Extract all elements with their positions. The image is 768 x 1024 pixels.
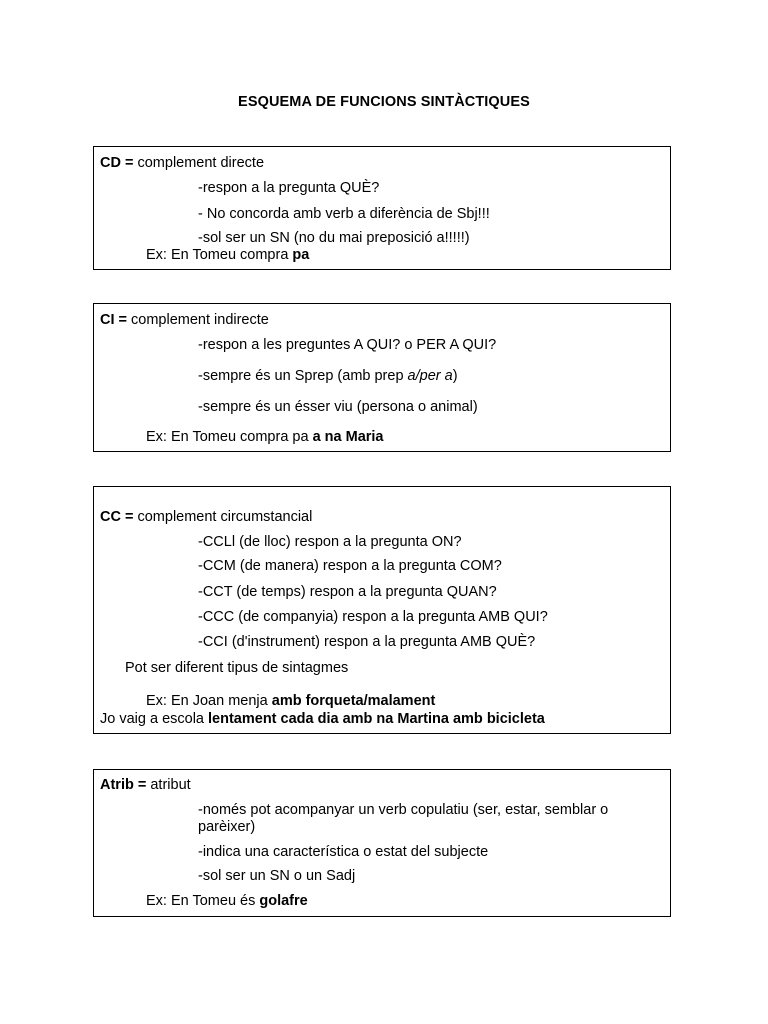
ci-example [146,428,384,446]
ci-example-bold: a na Maria [312,429,384,445]
cd-point-3: -sol ser un SN (no du mai preposició a!!!!!) [198,230,470,246]
cc-point-5: -CCI (d'instrument) respon a la pregunta AMB QUÈ? [198,634,536,650]
cd-abbr: CD = [100,155,134,171]
cd-box [93,146,671,270]
cc-point-4: -CCC (de companyia) respon a la pregunta AMB QUI? [198,609,548,625]
ci-point-2-italic: a/per a [407,368,453,384]
cc-example-bold: amb forqueta/malament [271,693,436,709]
atrib-point-2: -indica una característica o estat del subjecte [198,844,489,860]
cc-example-2-bold: lentament cada dia amb na Martina amb bicicleta [208,711,545,727]
ci-box [93,303,671,452]
atrib-example-bold: golafre [259,893,308,909]
atrib-heading [100,776,191,794]
atrib-abbr: Atrib = [100,777,147,793]
page-title: ESQUEMA DE FUNCIONS SINTÀCTIQUES [238,94,530,110]
cc-note: Pot ser diferent tipus de sintagmes [125,660,349,676]
atrib-box [93,769,671,917]
cd-heading [100,154,264,172]
cd-example [146,246,309,264]
cd-example-bold: pa [292,247,310,263]
ci-heading [100,311,269,329]
ci-point-2-text: -sempre és un Sprep (amb prep [198,368,408,384]
ci-point-3: -sempre és un ésser viu (persona o animal) [198,399,478,415]
cc-abbr: CC = [100,509,134,525]
cc-heading [100,508,312,526]
ci-definition: complement indirecte [127,312,269,328]
ci-abbr: CI = [100,312,127,328]
atrib-example-text: Ex: En Tomeu és [146,893,260,909]
ci-point-2-end: ) [452,368,458,384]
atrib-point-3: -sol ser un SN o un Sadj [198,868,356,884]
cd-definition: complement directe [133,155,265,171]
ci-point-2 [198,367,458,385]
cc-definition: complement circumstancial [133,509,313,525]
cc-example-text: Ex: En Joan menja [146,693,272,709]
cc-example-2 [100,710,545,728]
atrib-definition: atribut [146,777,191,793]
cd-point-1: -respon a la pregunta QUÈ? [198,180,380,196]
cc-point-2: -CCM (de manera) respon a la pregunta COM? [198,558,502,574]
cd-example-text: Ex: En Tomeu compra [146,247,293,263]
cc-point-3: -CCT (de temps) respon a la pregunta QUAN? [198,584,497,600]
atrib-point-1: -només pot acompanyar un verb copulatiu (ser, estar, semblar o parèixer) [198,802,609,835]
cc-example-2-text: Jo vaig a escola [100,711,209,727]
cc-box [93,486,671,734]
ci-point-1: -respon a les preguntes A QUI? o PER A QUI? [198,337,497,353]
cc-point-1: -CCLl (de lloc) respon a la pregunta ON? [198,534,462,550]
ci-example-text: Ex: En Tomeu compra pa [146,429,313,445]
atrib-example [146,892,308,910]
cd-point-2: - No concorda amb verb a diferència de Sbj!!! [198,206,490,222]
cc-example [146,692,435,710]
